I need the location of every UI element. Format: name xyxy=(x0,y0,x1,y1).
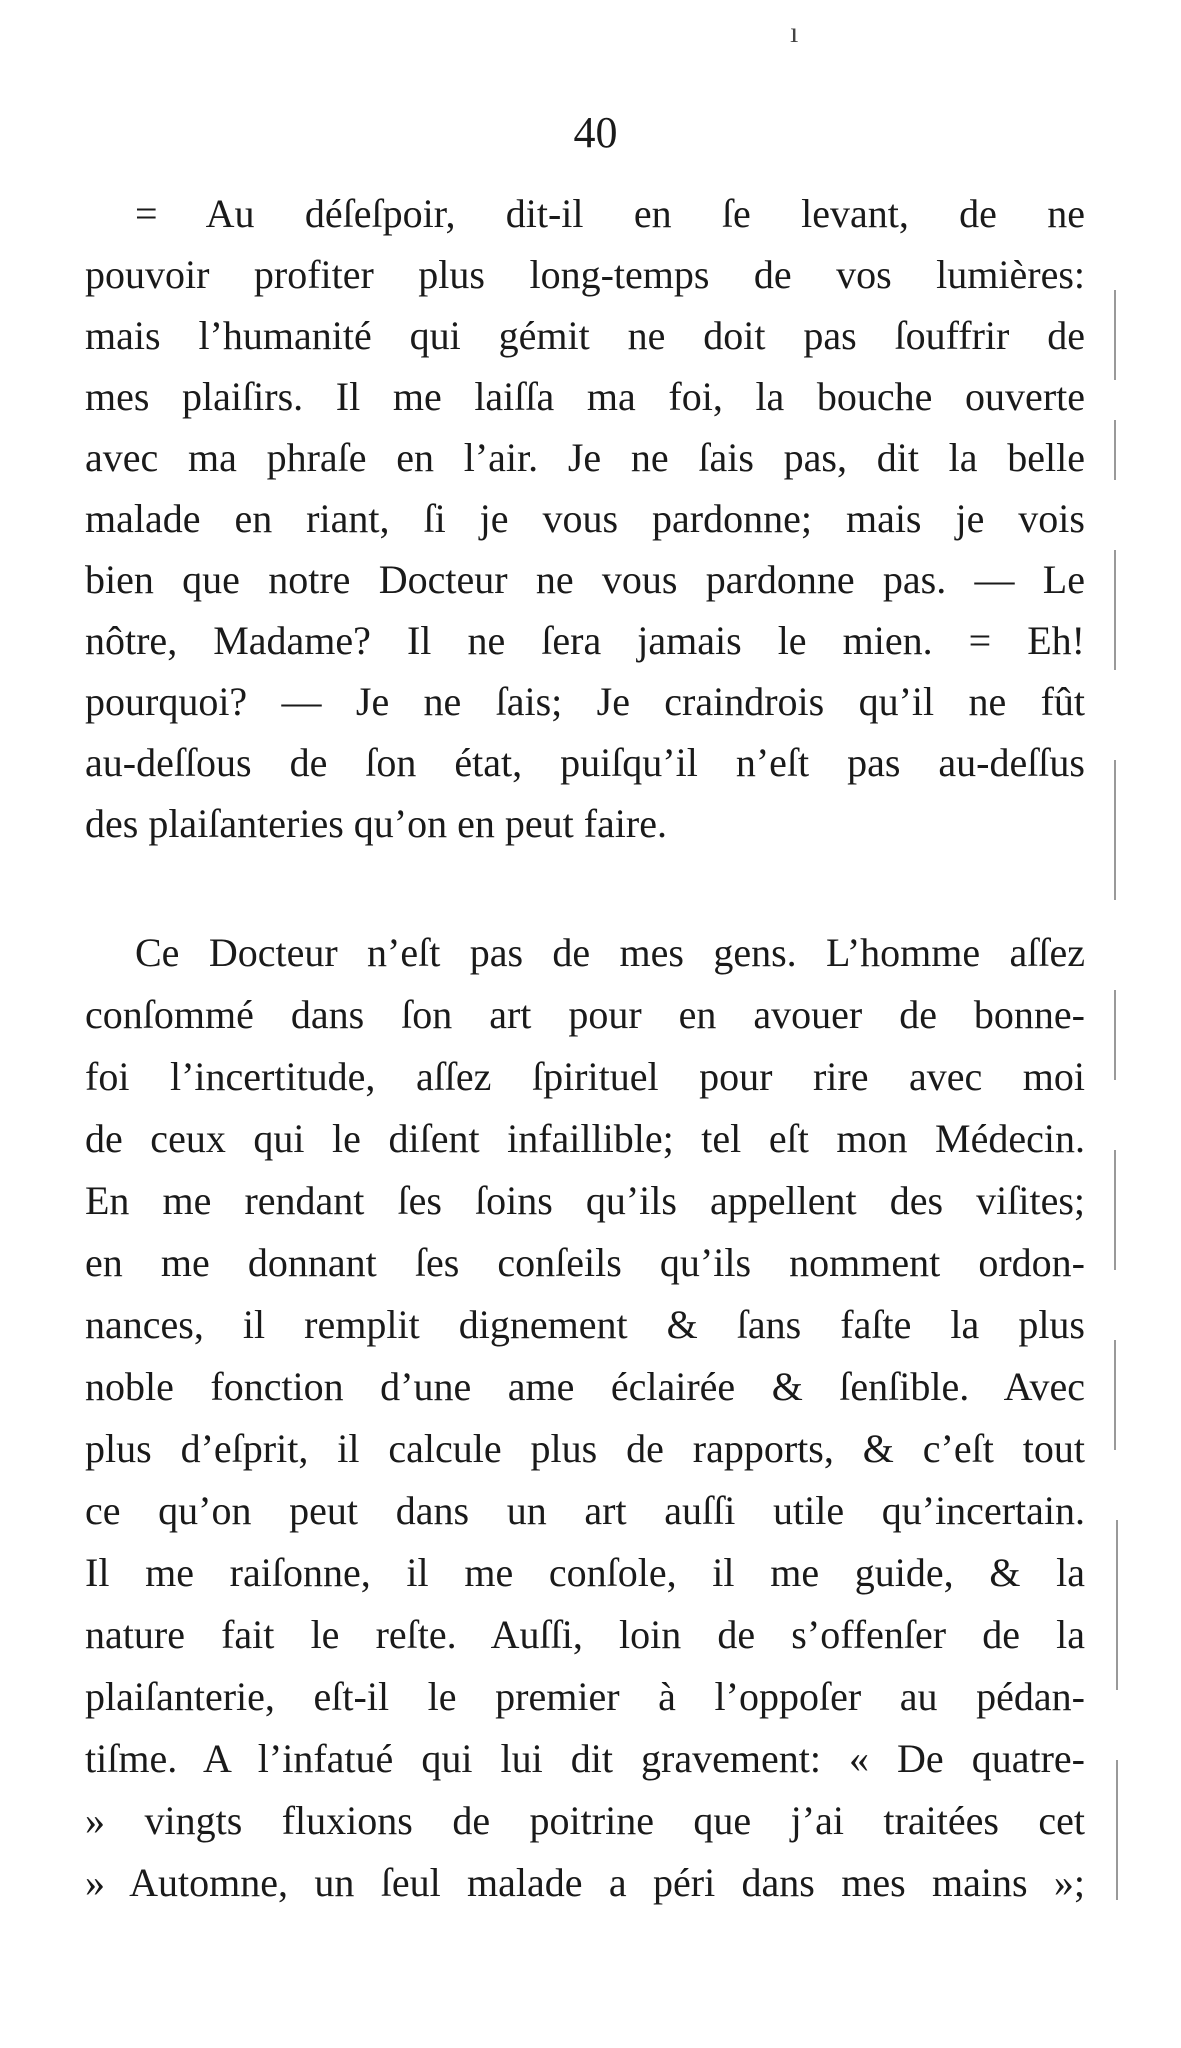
text-line: plaiſanterie, eſt-il le premier à l’oppoſer au pédan- xyxy=(85,1674,1085,1719)
text-line: Ce Docteur n’eſt pas de mes gens. L’homme aſſez xyxy=(135,930,1085,975)
text-line: avec ma phraſe en l’air. Je ne ſais pas, dit la belle xyxy=(85,435,1085,480)
text-line: au-deſſous de ſon état, puiſqu’il n’eſt pas au-deſſus xyxy=(85,740,1085,785)
text-line: nature fait le reſte. Auſſi, loin de s’offenſer de la xyxy=(85,1612,1085,1657)
text-line: En me rendant ſes ſoins qu’ils appellent des viſites; xyxy=(85,1178,1085,1223)
text-line: malade en riant, ſi je vous pardonne; mais je vois xyxy=(85,496,1085,541)
text-line: » Automne, un ſeul malade a péri dans mes mains »; xyxy=(85,1860,1085,1905)
text-line: = Au déſeſpoir, dit-il en ſe levant, de ne xyxy=(135,191,1085,236)
text-line: ce qu’on peut dans un art auſſi utile qu’incertain. xyxy=(85,1488,1085,1533)
text-line: pouvoir profiter plus long-temps de vos lumières: xyxy=(85,252,1085,297)
text-line: foi l’incertitude, aſſez ſpirituel pour rire avec moi xyxy=(85,1054,1085,1099)
top-margin-mark: ı xyxy=(790,16,799,49)
text-line: bien que notre Docteur ne vous pardonne pas. — Le xyxy=(85,557,1085,602)
text-line: nôtre, Madame? Il ne ſera jamais le mien. = Eh! xyxy=(85,618,1085,663)
page-number: 40 xyxy=(573,108,618,157)
text-line: mais l’humanité qui gémit ne doit pas ſouffrir de xyxy=(85,313,1085,358)
page-edge-shadow xyxy=(1114,290,1118,1940)
text-line: plus d’eſprit, il calcule plus de rapports, & c’eſt tout xyxy=(85,1426,1085,1471)
text-line: tiſme. A l’infatué qui lui dit gravement: « De quatre- xyxy=(85,1736,1085,1781)
text-line: en me donnant ſes conſeils qu’ils nomment ordon- xyxy=(85,1240,1085,1285)
text-line: Il me raiſonne, il me conſole, il me guide, & la xyxy=(85,1550,1085,1595)
text-line: noble fonction d’une ame éclairée & ſenſible. Avec xyxy=(85,1364,1085,1409)
text-line: mes plaiſirs. Il me laiſſa ma foi, la bouche ouverte xyxy=(85,374,1085,419)
text-line: » vingts fluxions de poitrine que j’ai traitées cet xyxy=(85,1798,1085,1843)
text-line: de ceux qui le diſent infaillible; tel eſt mon Médecin. xyxy=(85,1116,1085,1161)
text-line: des plaiſanteries qu’on en peut faire. xyxy=(85,801,667,846)
text-line: nances, il remplit dignement & ſans faſte la plus xyxy=(85,1302,1085,1347)
text-line: conſommé dans ſon art pour en avouer de bonne- xyxy=(85,992,1085,1037)
text-line: pourquoi? — Je ne ſais; Je craindrois qu’il ne fût xyxy=(85,679,1085,724)
